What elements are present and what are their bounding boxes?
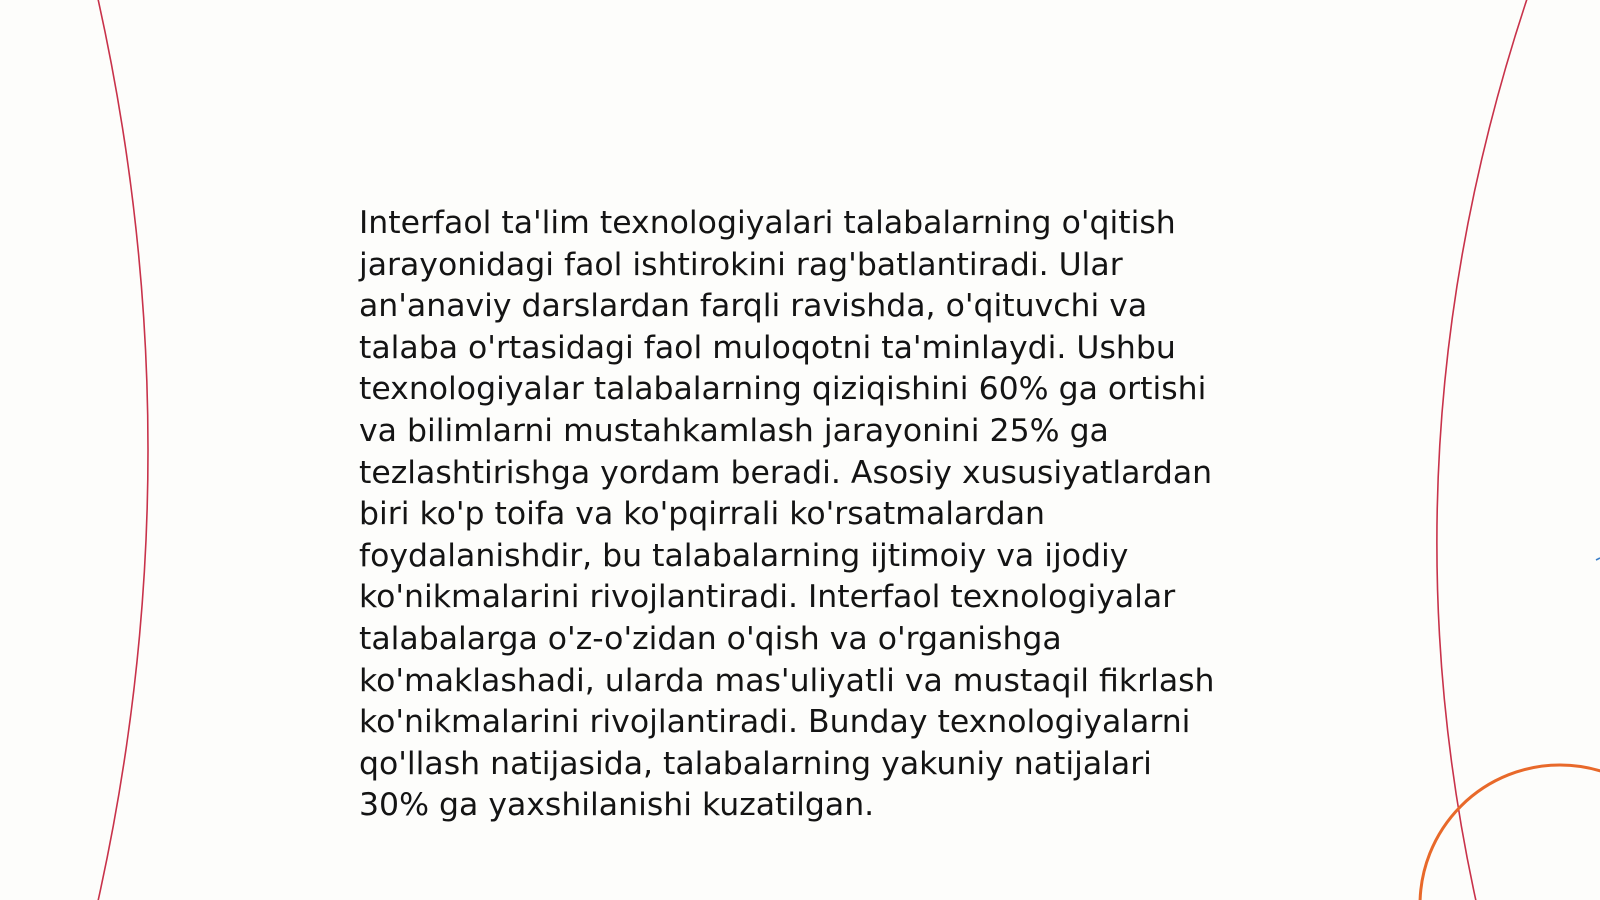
main-paragraph (359, 203, 1259, 827)
right-arc-decoration (1437, 0, 1530, 900)
paragraph-line: tezlashtirishga yordam beradi. Asosiy xususiyatlardan (359, 454, 1213, 491)
paragraph-line: ko'maklashadi, ularda mas'uliyatli va mustaqil fikrlash (359, 662, 1215, 699)
paragraph-line: biri ko'p toifa va ko'pqirrali ko'rsatmalardan (359, 496, 1045, 533)
paragraph-line: foydalanishdir, bu talabalarning ijtimoiy va ijodiy (359, 537, 1129, 574)
paragraph-line: va bilimlarni mustahkamlash jarayonini 25% ga (359, 412, 1109, 449)
paragraph-line: Interfaol ta'lim texnologiyalari talabalarning o'qitish (359, 205, 1176, 241)
paragraph-line: ko'nikmalarini rivojlantiradi. Bunday texnologiyalarni (359, 704, 1191, 741)
paragraph-line: texnologiyalar talabalarning qiziqishini 60% ga ortishi (359, 371, 1207, 408)
paragraph-line: qo'llash natijasida, talabalarning yakuniy natijalari (359, 745, 1152, 782)
accent-circle-decoration (1420, 765, 1600, 900)
right-edge-tick-decoration (1596, 558, 1600, 560)
paragraph-line: 30% ga yaxshilanishi kuzatilgan. (359, 787, 875, 824)
paragraph-line: an'anaviy darslardan farqli ravishda, o'qituvchi va (359, 288, 1148, 325)
paragraph-line: talaba o'rtasidagi faol muloqotni ta'minlaydi. Ushbu (359, 329, 1176, 366)
left-arc-decoration (96, 0, 148, 900)
paragraph-line: talabalarga o'z-o'zidan o'qish va o'rganishga (359, 620, 1062, 657)
paragraph-line: ko'nikmalarini rivojlantiradi. Interfaol texnologiyalar (359, 579, 1176, 616)
paragraph-line: jarayonidagi faol ishtirokini rag'batlantiradi. Ular (359, 246, 1123, 283)
